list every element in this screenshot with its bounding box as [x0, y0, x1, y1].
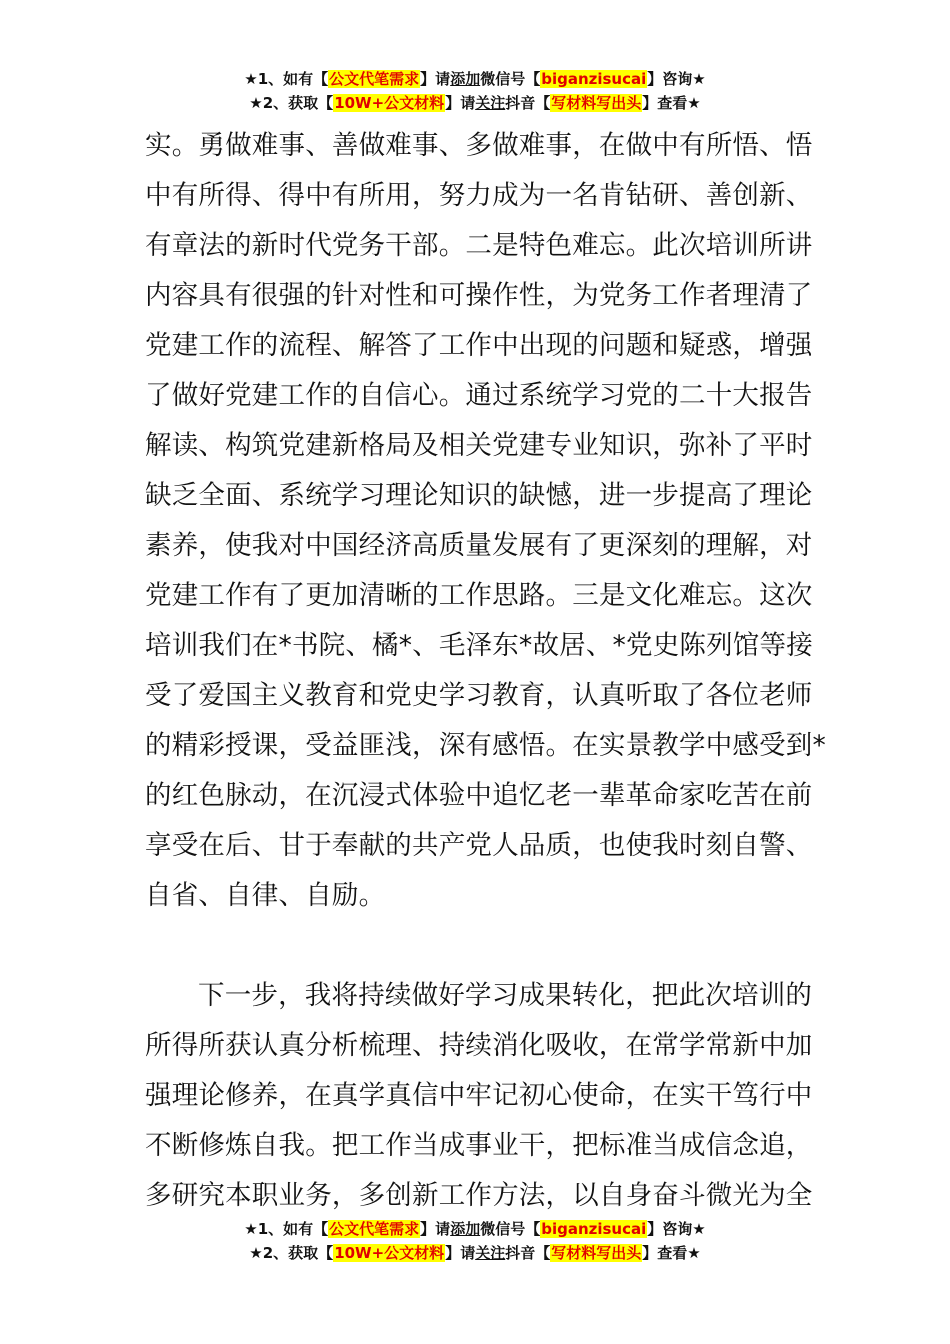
header-underline-add: 添加	[450, 70, 481, 88]
footer-highlight-materials: 10W+公文材料	[334, 1244, 445, 1262]
text-line: 素养，使我对中国经济高质量发展有了更深刻的理解，对	[145, 530, 813, 561]
text-line: 所得所获认真分析梳理、持续消化吸收，在常学常新中加	[145, 1030, 813, 1061]
text-line: 受了爱国主义教育和党史学习教育，认真听取了各位老师	[145, 680, 813, 711]
footer-highlight-wechat-id: biganzisucai	[541, 1220, 647, 1238]
header-line-1-mid: 】请	[420, 70, 451, 88]
header-line-1-prefix: ★1、如有【	[244, 70, 329, 88]
header-highlight-service: 公文代笔需求	[329, 70, 420, 88]
document-body	[145, 121, 826, 1221]
text-line: 有章法的新时代党务干部。二是特色难忘。此次培训所讲	[145, 230, 813, 261]
footer-line-1-mid2: 微信号【	[480, 1220, 541, 1238]
header-line-2-mid: 】请	[445, 94, 476, 112]
text-line: 强理论修养，在真学真信中牢记初心使命，在实干笃行中	[145, 1080, 813, 1111]
text-line: 内容具有很强的针对性和可操作性，为党务工作者理清了	[145, 280, 813, 311]
text-line: 培训我们在*书院、橘*、毛泽东*故居、*党史陈列馆等接	[145, 630, 813, 661]
footer-line-2-mid: 】请	[445, 1244, 476, 1262]
footer-line-2-suffix: 】查看★	[642, 1244, 701, 1262]
footer-line-1-prefix: ★1、如有【	[244, 1220, 329, 1238]
header-line-2-prefix: ★2、获取【	[249, 94, 334, 112]
text-line: 中有所得、得中有所用，努力成为一名肯钻研、善创新、	[145, 180, 813, 211]
footer-line-2	[0, 1241, 950, 1265]
text-line: 下一步，我将持续做好学习成果转化，把此次培训的	[198, 980, 813, 1011]
header-highlight-douyin-name: 写材料写出头	[551, 94, 642, 112]
text-line: 的红色脉动，在沉浸式体验中追忆老一辈革命家吃苦在前	[145, 780, 813, 811]
header-banner	[0, 67, 950, 115]
text-line: 党建工作的流程、解答了工作中出现的问题和疑惑，增强	[145, 330, 813, 361]
text-line: 缺乏全面、系统学习理论知识的缺憾，进一步提高了理论	[145, 480, 813, 511]
footer-line-1-suffix: 】咨询★	[647, 1220, 706, 1238]
header-highlight-materials: 10W+公文材料	[334, 94, 445, 112]
paragraph-1	[145, 121, 826, 921]
footer-underline-follow: 关注	[475, 1244, 506, 1262]
paragraph-2	[145, 971, 813, 1221]
header-line-2	[0, 91, 950, 115]
footer-highlight-douyin-name: 写材料写出头	[551, 1244, 642, 1262]
header-underline-follow: 关注	[475, 94, 506, 112]
paragraph-gap	[145, 921, 810, 971]
text-line: 自省、自律、自励。	[145, 880, 386, 911]
footer-banner	[0, 1217, 950, 1265]
footer-underline-add: 添加	[450, 1220, 481, 1238]
text-line: 解读、构筑党建新格局及相关党建专业知识，弥补了平时	[145, 430, 813, 461]
footer-line-1-mid: 】请	[420, 1220, 451, 1238]
text-line: 党建工作有了更加清晰的工作思路。三是文化难忘。这次	[145, 580, 813, 611]
text-line: 享受在后、甘于奉献的共产党人品质，也使我时刻自警、	[145, 830, 813, 861]
footer-line-1	[0, 1217, 950, 1241]
footer-highlight-service: 公文代笔需求	[329, 1220, 420, 1238]
text-line: 的精彩授课，受益匪浅，深有感悟。在实景教学中感受到*	[145, 730, 826, 761]
header-highlight-wechat-id: biganzisucai	[541, 70, 647, 88]
text-line: 了做好党建工作的自信心。通过系统学习党的二十大报告	[145, 380, 813, 411]
header-line-2-mid2: 抖音【	[505, 94, 551, 112]
text-line: 实。勇做难事、善做难事、多做难事，在做中有所悟、悟	[145, 130, 813, 161]
header-line-1-suffix: 】咨询★	[647, 70, 706, 88]
header-line-2-suffix: 】查看★	[642, 94, 701, 112]
footer-line-2-prefix: ★2、获取【	[249, 1244, 334, 1262]
header-line-1-mid2: 微信号【	[480, 70, 541, 88]
header-line-1	[0, 67, 950, 91]
footer-line-2-mid2: 抖音【	[505, 1244, 551, 1262]
text-line: 不断修炼自我。把工作当成事业干，把标准当成信念追，	[145, 1130, 813, 1161]
text-line: 多研究本职业务，多创新工作方法，以自身奋斗微光为全	[145, 1180, 813, 1211]
